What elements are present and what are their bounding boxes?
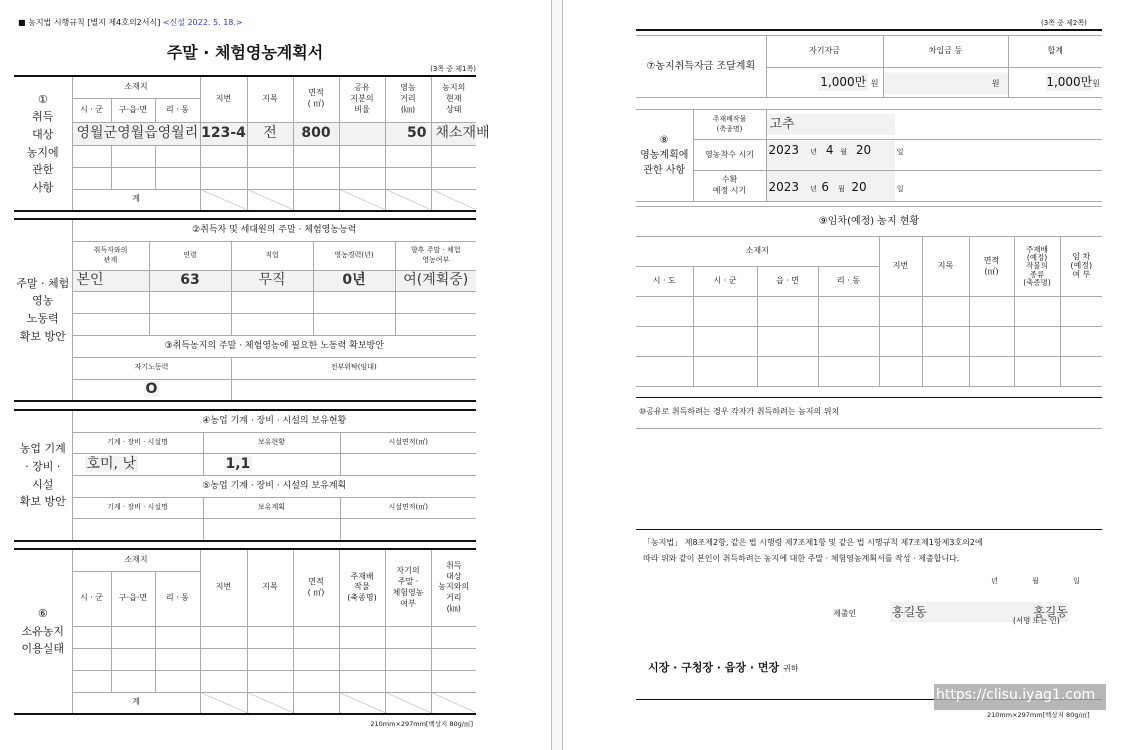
job-field[interactable]: 무직	[231, 270, 313, 291]
submitter-name: 홍길동	[892, 605, 927, 619]
acquisition-land-table	[14, 75, 490, 212]
table-row	[14, 518, 476, 541]
section2-label: 주말 · 체험 영농 노동력 확보 방안	[14, 219, 72, 401]
header-jibeon: 지번	[200, 76, 247, 122]
header-si-gun: 시 · 군	[72, 571, 111, 626]
watermark: https://clisu.iyag1.com	[934, 684, 1106, 710]
table-row	[636, 297, 1102, 327]
date-units: 년 월 일	[991, 577, 1080, 585]
header-total: 합계	[1008, 36, 1102, 68]
own-funds-field[interactable]: 1,000만	[820, 75, 867, 90]
page-2	[563, 0, 1146, 750]
header-experience: 영농경력(년)	[313, 241, 395, 270]
table-row	[636, 327, 1102, 357]
total-label: 계	[72, 189, 200, 211]
section8-label: ⑧ 영농계획에 관한 사항	[636, 110, 693, 202]
section10	[636, 397, 1102, 429]
full-entrust-field[interactable]	[231, 379, 476, 401]
signature-note: (서명 또는 인)	[1013, 616, 1060, 625]
header-holding: 보유현황	[203, 432, 340, 453]
future-farming-field[interactable]: 여(계획중)	[395, 270, 476, 291]
header-crop: 주재배 (예정) 작물의 종류 (축종명)	[1014, 237, 1060, 297]
section3-title: ③취득농지의 주말 · 체험영농에 필요한 노동력 확보방안	[72, 335, 476, 357]
header-location: 소재지	[636, 237, 879, 267]
harvest-year-field[interactable]: 2023	[768, 180, 800, 194]
table-row	[14, 145, 476, 167]
submitter-label: 제출인	[833, 609, 857, 618]
header-ri-dong: 리 · 동	[155, 98, 200, 122]
start-month-field[interactable]: 4	[825, 143, 834, 157]
paper-spec: 210mm×297mm[백상지 80g/㎡]	[370, 720, 473, 728]
equipment-table	[14, 409, 476, 542]
harvest-label: 수확 예정 시기	[693, 171, 766, 202]
labor-table	[14, 218, 476, 402]
section4-title: ④농업 기계 · 장비 · 시설의 보유현황	[72, 410, 476, 432]
jibeon-field[interactable]: 123-4	[200, 122, 247, 145]
area-field[interactable]: 800	[293, 122, 339, 145]
self-labor-field[interactable]: O	[145, 381, 158, 398]
header-jimok: 지목	[247, 549, 293, 626]
section5-title: ⑤농업 기계 · 장비 · 시설의 보유계획	[72, 475, 476, 497]
table-row	[14, 270, 476, 291]
section2-title: ②취득자 및 세대원의 주말 · 체험영농능력	[72, 219, 476, 241]
experience-field[interactable]: 0년	[313, 270, 395, 291]
header-jibeon: 지번	[200, 549, 247, 626]
revision-link[interactable]: <신설 2022. 5. 18.>	[162, 18, 243, 27]
header-relation: 취득자와의 관계	[72, 241, 149, 270]
header-plan: 보유계획	[203, 497, 340, 518]
age-field[interactable]: 63	[149, 270, 231, 291]
header-share: 공유 지분의 비율	[339, 76, 385, 122]
header-job: 직업	[231, 241, 313, 270]
harvest-day-field[interactable]: 20	[851, 180, 867, 194]
start-label: 영농착수 시기	[693, 140, 766, 171]
header-ri-dong: 리 · 동	[818, 267, 879, 297]
funding-table: ⑦농지취득자금 조달계획 자기자금 차입금 등 합계 1,000만 원 원 1,000만원	[636, 35, 1102, 98]
header-self-labor: 자기노동력	[72, 357, 231, 379]
header-crop: 주재배 작물 (축종명)	[339, 549, 385, 626]
table-row	[14, 167, 476, 189]
form-reference-text: ■ 농지법 시행규칙 [별지 제4호의2서식]	[18, 18, 161, 27]
page-title: 주말 · 체험영농계획서	[166, 43, 324, 62]
header-jibeon: 지번	[879, 237, 922, 297]
total-row	[14, 692, 476, 714]
header-gu-eup-myeon: 구·읍·면	[111, 98, 155, 122]
share-field[interactable]	[339, 122, 385, 145]
section7-label: ⑦농지취득자금 조달계획	[636, 36, 766, 98]
header-area: 면적 ( ㎡)	[293, 549, 339, 626]
crop-label: 주재배작물 (축종명)	[693, 110, 766, 140]
status-field[interactable]: 채소재배	[431, 122, 476, 145]
distance-field[interactable]: 50	[385, 122, 431, 145]
page-indicator: (3쪽 중 제2쪽)	[1041, 19, 1087, 27]
table-row	[14, 313, 476, 335]
facility-area-field[interactable]	[340, 453, 476, 475]
header-si-gun: 시 · 군	[693, 267, 757, 297]
header-future-farming: 향후 주말 · 체험 영농여부	[395, 241, 476, 270]
location-field[interactable]: 영월군영월읍영월리	[72, 122, 200, 145]
recipient: 시장 · 구청장 · 읍장 · 면장 귀하	[648, 661, 799, 674]
header-area: 면적 (㎡)	[969, 237, 1014, 297]
table-row	[636, 357, 1102, 387]
declaration-text: 「농지법」 제8조제2항, 같은 법 시행령 제7조제1항 및 같은 법 시행규칙 제7조제1항제3호의2에 따라 위와 같이 본인이 취득하려는 농지에 대한 주말 · 체험영농계획서를 작성 · 제출합니다.	[643, 538, 983, 563]
header-own-funds: 자기자금	[766, 36, 883, 68]
header-own-farming: 자기의 주말 · 체험영농 여부	[385, 549, 431, 626]
section9-title: ⑨임차(예정) 농지 현황	[636, 207, 1102, 237]
header-lease: 임 차 (예정) 여 부	[1060, 237, 1102, 297]
table-row	[14, 291, 476, 313]
divider	[636, 529, 1102, 530]
jimok-field[interactable]: 전	[247, 122, 293, 145]
start-date: 2023 년 4 월 20 일	[766, 140, 1102, 171]
table-row	[14, 670, 476, 692]
header-distance: 취득 대상 농지와의 거리 (㎞)	[431, 549, 476, 626]
farming-plan-table	[636, 109, 1102, 202]
section10-title: ⑩공유로 취득하려는 경우 각자가 취득하려는 농지의 위치	[639, 407, 840, 416]
start-year-field[interactable]: 2023	[768, 143, 800, 157]
section1-label: ① 취득 대상 농지에 관한 사항	[14, 76, 72, 211]
paper-spec: 210mm×297mm[백상지 80g/㎡]	[987, 711, 1090, 719]
page-1	[0, 0, 551, 750]
header-loans: 차입금 등	[883, 36, 1008, 68]
table-row	[14, 122, 476, 145]
start-day-field[interactable]: 20	[855, 143, 872, 157]
relation-field[interactable]: 본인	[72, 270, 149, 291]
header-location: 소재지	[72, 549, 200, 571]
header-status: 농지의 현재 상태	[431, 76, 476, 122]
crop-field[interactable]: 고추	[767, 114, 895, 136]
signature: 홍길동	[1033, 605, 1068, 619]
owned-land-table	[14, 548, 476, 715]
harvest-date: 2023 년 6 월 20 일	[766, 171, 1102, 202]
page-indicator: (3쪽 중 제1쪽)	[430, 65, 476, 73]
header-eup-myeon: 읍 · 면	[757, 267, 818, 297]
form-reference	[18, 17, 243, 28]
header-distance: 영농 거리 (㎞)	[385, 76, 431, 122]
header-facility-area: 시설면적(㎡)	[340, 432, 476, 453]
lease-table	[636, 206, 1102, 387]
header-full-entrust: 전부위탁(임대)	[231, 357, 476, 379]
header-jimok: 지목	[922, 237, 969, 297]
section6-label: ⑥ 소유농지 이용실태	[14, 549, 72, 714]
equipment-name-field[interactable]: 호미, 낫	[86, 455, 136, 472]
header-si-do: 시 · 도	[636, 267, 693, 297]
total-label: 계	[72, 692, 200, 714]
table-row	[14, 626, 476, 648]
header-location: 소재지	[72, 76, 200, 98]
table-row	[14, 453, 476, 475]
page-gap	[551, 0, 563, 750]
harvest-month-field[interactable]: 6	[821, 180, 830, 194]
header-facility-area: 시설면적(㎡)	[340, 497, 476, 518]
header-si-gun: 시 · 군	[72, 98, 111, 122]
total-funds-field[interactable]: 1,000만	[1046, 75, 1093, 90]
header-jimok: 지목	[247, 76, 293, 122]
header-area: 면적 ( ㎡)	[293, 76, 339, 122]
section3-label: 농업 기계 · 장비 · 시설 확보 방안	[14, 410, 72, 541]
table-row	[14, 648, 476, 670]
header-ri-dong: 리 · 동	[155, 571, 200, 626]
total-row	[14, 189, 476, 211]
header-equipment-name: 기계 · 장비 · 시설명	[72, 432, 203, 453]
holding-field[interactable]: 1,1	[225, 455, 251, 472]
header-equipment-name: 기계 · 장비 · 시설명	[72, 497, 203, 518]
header-age: 연령	[149, 241, 231, 270]
header-gu-eup-myeon: 구·읍·면	[111, 571, 155, 626]
divider	[636, 29, 1102, 31]
